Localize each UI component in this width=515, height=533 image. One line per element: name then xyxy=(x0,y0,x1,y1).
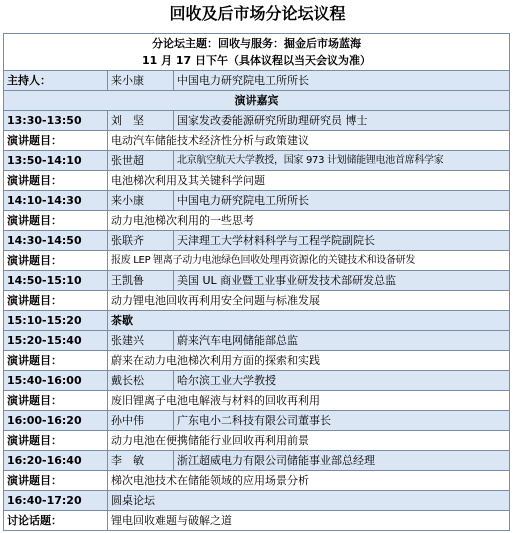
session-row xyxy=(4,231,510,251)
topic-text: 电池梯次利用及其关键科学问题 xyxy=(108,171,510,191)
topic-text: 动力电池在便携储能行业回收再利用前景 xyxy=(108,431,510,451)
session-row xyxy=(4,451,510,471)
topic-label: 演讲题目： xyxy=(4,391,108,411)
topic-row xyxy=(4,291,510,311)
session-time: 15:20-15:40 xyxy=(4,331,108,351)
topic-label: 演讲题目： xyxy=(4,211,108,231)
forum-date: 11 月 17 日下午（具体议程以当天会议为准） xyxy=(141,54,372,67)
discussion-row xyxy=(4,511,510,531)
speaker-name: 李 敏 xyxy=(108,451,174,471)
host-affiliation: 中国电力研究院电工所所长 xyxy=(174,71,510,91)
session-row xyxy=(4,191,510,211)
topic-label: 演讲题目： xyxy=(4,171,108,191)
topic-row xyxy=(4,431,510,451)
session-row xyxy=(4,411,510,431)
speaker-affiliation: 美国 UL 商业暨工业事业研发技术部研发总监 xyxy=(174,271,510,291)
forum-label: 圆桌论坛 xyxy=(108,491,510,511)
topic-text: 报废 LEP 锂离子动力电池绿色回收处理再资源化的关键技术和设备研发 xyxy=(108,251,510,271)
topic-row xyxy=(4,171,510,191)
topic-row xyxy=(4,391,510,411)
section-title: 演讲嘉宾 xyxy=(4,91,510,111)
forum-time: 16:40-17:20 xyxy=(4,491,108,511)
session-row xyxy=(4,371,510,391)
session-time: 15:40-16:00 xyxy=(4,371,108,391)
session-time: 14:50-15:10 xyxy=(4,271,108,291)
speaker-affiliation: 哈尔滨工业大学教授 xyxy=(174,371,510,391)
break-time: 15:10-15:20 xyxy=(4,311,108,331)
speaker-affiliation: 广东电小二科技有限公司董事长 xyxy=(174,411,510,431)
host-name: 来小康 xyxy=(108,71,174,91)
discussion-label: 讨论话题： xyxy=(4,511,108,531)
speaker-name: 张联齐 xyxy=(108,231,174,251)
topic-label: 演讲题目： xyxy=(4,471,108,491)
session-time: 16:00-16:20 xyxy=(4,411,108,431)
speaker-affiliation: 国家发改委能源研究所助理研究员 博士 xyxy=(174,111,510,131)
speaker-name: 张建兴 xyxy=(108,331,174,351)
discussion-topic: 锂电回收难题与破解之道 xyxy=(108,511,510,531)
session-row xyxy=(4,111,510,131)
topic-row xyxy=(4,351,510,371)
speaker-affiliation: 浙江超威电力有限公司储能事业部总经理 xyxy=(174,451,510,471)
session-row xyxy=(4,331,510,351)
topic-label: 演讲题目： xyxy=(4,351,108,371)
session-time: 14:30-14:50 xyxy=(4,231,108,251)
page-title: 回收及后市场分论坛议程 xyxy=(169,4,346,23)
speaker-name: 王凯鲁 xyxy=(108,271,174,291)
speaker-name: 戴长松 xyxy=(108,371,174,391)
host-row xyxy=(4,71,510,91)
session-time: 13:30-13:50 xyxy=(4,111,108,131)
forum-theme: 分论坛主题：回收与服务：掘金后市场蓝海 xyxy=(152,37,361,50)
topic-label: 演讲题目： xyxy=(4,251,108,271)
speaker-affiliation: 北京航空航天大学教授，国家 973 计划储能锂电池首席科学家 xyxy=(174,151,510,171)
section-row xyxy=(4,91,510,111)
session-time: 14:10-14:30 xyxy=(4,191,108,211)
host-label: 主持人： xyxy=(4,71,108,91)
topic-row xyxy=(4,251,510,271)
topic-row xyxy=(4,211,510,231)
speaker-name: 张世超 xyxy=(108,151,174,171)
break-label: 茶歇 xyxy=(108,311,510,331)
topic-row xyxy=(4,471,510,491)
session-time: 16:20-16:40 xyxy=(4,451,108,471)
speaker-affiliation: 中国电力研究院电工所所长 xyxy=(174,191,510,211)
speaker-name: 孙中伟 xyxy=(108,411,174,431)
topic-label: 演讲题目： xyxy=(4,131,108,151)
agenda-table xyxy=(3,33,510,531)
topic-label: 演讲题目： xyxy=(4,431,108,451)
break-row xyxy=(4,311,510,331)
topic-text: 梯次电池技术在储能领域的应用场景分析 xyxy=(108,471,510,491)
speaker-name: 刘 坚 xyxy=(108,111,174,131)
topic-text: 动力锂电池回收再利用安全问题与标准发展 xyxy=(108,291,510,311)
speaker-affiliation: 天津理工大学材料科学与工程学院副院长 xyxy=(174,231,510,251)
forum-theme-cell xyxy=(4,34,510,71)
session-time: 13:50-14:10 xyxy=(4,151,108,171)
topic-text: 废旧锂离子电池电解液与材料的回收再利用 xyxy=(108,391,510,411)
session-row xyxy=(4,151,510,171)
session-row xyxy=(4,271,510,291)
topic-row xyxy=(4,131,510,151)
forum-row xyxy=(4,491,510,511)
topic-text: 动力电池梯次利用的一些思考 xyxy=(108,211,510,231)
table-header-row xyxy=(4,34,510,71)
speaker-name: 来小康 xyxy=(108,191,174,211)
topic-label: 演讲题目： xyxy=(4,291,108,311)
topic-text: 蔚来在动力电池梯次利用方面的探索和实践 xyxy=(108,351,510,371)
topic-text: 电动汽车储能技术经济性分析与政策建议 xyxy=(108,131,510,151)
speaker-affiliation: 蔚来汽车电网储能部总监 xyxy=(174,331,510,351)
